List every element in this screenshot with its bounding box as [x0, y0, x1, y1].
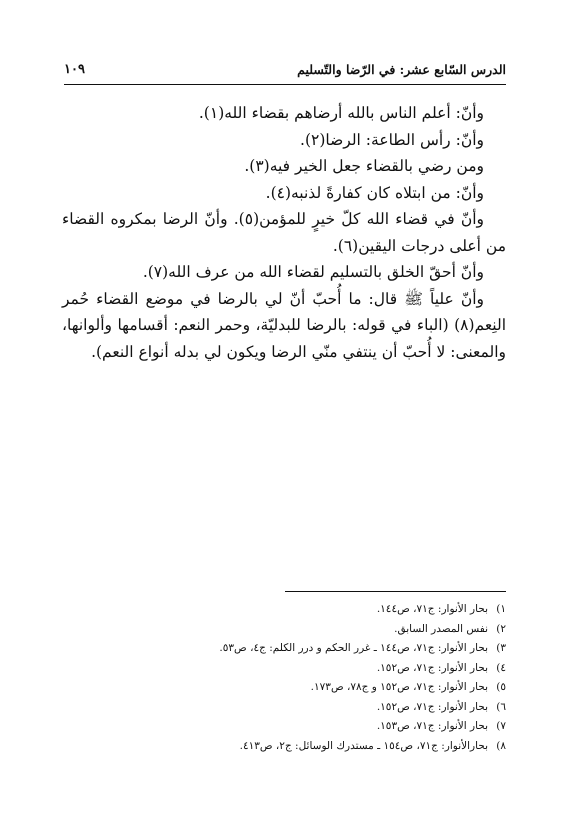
footnote-number: ١) [496, 603, 506, 615]
header-rule [64, 84, 506, 85]
footnote-text: نفس المصدر السابق. [394, 622, 488, 635]
footnote-number: ٦) [496, 700, 506, 713]
footnote-text: بحار الأنوار: ج٧١، ص١٥٢. [376, 661, 488, 674]
footnote [62, 678, 506, 698]
footnote-separator [285, 591, 506, 592]
footnote-number: ٨) [496, 739, 506, 752]
footnote-number: ٤) [496, 661, 506, 674]
body-text [62, 100, 506, 365]
footnote [62, 717, 506, 737]
paragraph: وأنّ: من ابتلاه كان كفارةً لذنبه(٤). [265, 183, 484, 202]
footnote-text: بحار الأنوار: ج٧١، ص١٥٢. [376, 700, 488, 713]
footnotes [62, 600, 506, 756]
paragraph: وأنّ في قضاء الله كلّ خيرٍ للمؤمن(٥). وأنّ الرضا بمكروه القضاء من أعلى درجات اليقين(٦). [62, 210, 506, 255]
footnote-number: ٣) [496, 642, 506, 654]
footnote-text: بحار الأنوار: ج٧١، ص١٥٣. [376, 720, 488, 732]
footnote [62, 737, 506, 757]
paragraph: وأنّ علياً ﷺ قال: ما أُحبّ أنّ لي بالرضا في موضع القضاء حُمر النِعم(٨) (الباء في قوله: بالرضا للبدليّة، وحمر النعم: أقسامها وألوانها، والمعنى: لا أُحبّ أن ينتفي منّي الرضا ويكون لي بدله أنواع النعم). [62, 289, 506, 361]
footnote-number: ٢) [496, 622, 506, 635]
page-header [64, 60, 506, 82]
footnote-text: بحار الأنوار: ج٧١، ص١٤٤ ـ غرر الحكم و درر الكلم: ج٤، ص٥٣. [219, 642, 488, 654]
paragraph: وأنّ: رأس الطاعة: الرضا(٢). [300, 130, 484, 149]
footnote-text: بحارالأنوار: ج٧١، ص١٥٤ ـ مستدرك الوسائل: ج٢، ص٤١٣. [239, 739, 488, 752]
footnote-text: بحار الأنوار: ج٧١، ص١٤٤. [376, 603, 488, 615]
footnote [62, 698, 506, 718]
footnote [62, 600, 506, 620]
footnote-number: ٧) [496, 720, 506, 732]
footnote [62, 659, 506, 679]
running-head: الدرس السّابع عشر: في الرّضا والتّسليم [297, 62, 506, 77]
paragraph: وأنّ: أعلم الناس بالله أرضاهم بقضاء الله(١). [198, 104, 484, 122]
paragraph: وأنّ أحقّ الخلق بالتسليم لقضاء الله من عرف الله(٧). [142, 263, 484, 281]
footnote-text: بحار الأنوار: ج٧١، ص١٥٢ و ج٧٨، ص١٧٣. [310, 681, 488, 693]
page-number: ١٠٩ [64, 62, 85, 77]
footnote-number: ٥) [496, 681, 506, 693]
paragraph: ومن رضي بالقضاء جعل الخير فيه(٣). [244, 157, 484, 175]
footnote [62, 620, 506, 640]
footnote [62, 639, 506, 659]
